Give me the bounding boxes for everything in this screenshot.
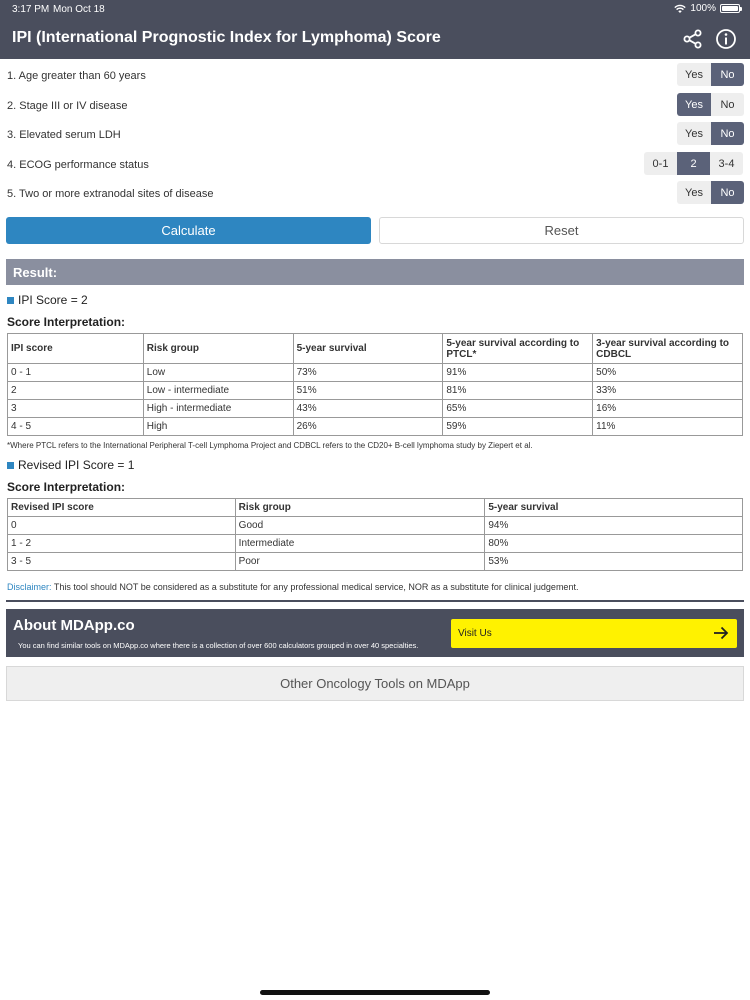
table-cell: 94% (485, 517, 743, 535)
stage-segmented-control (677, 93, 744, 116)
nav-bar (0, 18, 750, 59)
stage-yes-option[interactable]: Yes (677, 93, 711, 116)
table-header-cell: 3-year survival according to CDBCL (593, 334, 743, 364)
table-cell: 43% (293, 400, 443, 418)
share-icon[interactable] (682, 28, 704, 50)
arrow-right-icon (713, 626, 729, 640)
age-no-option[interactable]: No (711, 63, 744, 86)
disclaimer-text: This tool should NOT be considered as a substitute for any professional medical service, NOR as a substitute for clinical judgement. (53, 582, 579, 592)
about-subtext: You can find similar tools on MDApp.co where there is a collection of over 600 calculators grouped in over 40 specialties. (18, 641, 419, 650)
age-yes-option[interactable]: Yes (677, 63, 711, 86)
disclaimer (7, 582, 578, 592)
ecog-segmented-control (644, 152, 743, 175)
table-header-cell: 5-year survival according to PTCL* (443, 334, 593, 364)
question-stage (0, 92, 750, 121)
revised-ipi-score-line (7, 458, 134, 472)
ldh-yes-option[interactable]: Yes (677, 122, 711, 145)
score-interpretation-heading-2: Score Interpretation: (7, 480, 126, 494)
table-cell: 16% (593, 400, 743, 418)
table-cell: 0 - 1 (8, 364, 144, 382)
table-row (8, 517, 743, 535)
ipi-score: IPI Score = 2 (18, 293, 88, 307)
question-label: 4. ECOG performance status (7, 159, 149, 171)
reset-button[interactable]: Reset (379, 217, 744, 244)
question-label: 2. Stage III or IV disease (7, 100, 128, 112)
age-segmented-control (677, 63, 744, 86)
table-cell: 11% (593, 418, 743, 436)
ipi-score-line (7, 293, 88, 307)
battery-icon (720, 4, 740, 13)
ecog-2-option[interactable]: 2 (677, 152, 710, 175)
revised-ipi-table (7, 498, 743, 571)
ecog-3-4-option[interactable]: 3-4 (710, 152, 743, 175)
table-cell: 4 - 5 (8, 418, 144, 436)
table-cell: High - intermediate (143, 400, 293, 418)
question-ldh (0, 121, 750, 150)
extranodal-segmented-control (677, 181, 744, 204)
table-cell: High (143, 418, 293, 436)
table-cell: 51% (293, 382, 443, 400)
ipi-interpretation-table (7, 333, 743, 436)
table-cell: 3 - 5 (8, 553, 236, 571)
question-label: 3. Elevated serum LDH (7, 129, 121, 141)
question-extranodal (0, 180, 750, 209)
table-cell: Low - intermediate (143, 382, 293, 400)
table-header-cell: 5-year survival (485, 499, 743, 517)
table-cell: Good (235, 517, 485, 535)
about-banner (6, 609, 744, 657)
question-label: 5. Two or more extranodal sites of disease (7, 188, 214, 200)
table-cell: 50% (593, 364, 743, 382)
table-cell: 33% (593, 382, 743, 400)
table-cell: 1 - 2 (8, 535, 236, 553)
ecog-0-1-option[interactable]: 0-1 (644, 152, 677, 175)
bullet-square-icon (7, 297, 14, 304)
table-cell: 80% (485, 535, 743, 553)
table-cell: Intermediate (235, 535, 485, 553)
about-heading: About MDApp.co (13, 617, 135, 634)
home-indicator[interactable] (260, 990, 490, 995)
table-cell: 73% (293, 364, 443, 382)
table-header-cell: Risk group (235, 499, 485, 517)
question-label: 1. Age greater than 60 years (7, 70, 146, 82)
table-cell: 0 (8, 517, 236, 535)
divider (6, 600, 744, 602)
table-header-row (8, 499, 743, 517)
bullet-square-icon (7, 462, 14, 469)
table-row (8, 553, 743, 571)
page-title: IPI (International Prognostic Index for Lymphoma) Score (12, 29, 441, 46)
stage-no-option[interactable]: No (711, 93, 744, 116)
table-cell: 53% (485, 553, 743, 571)
table-cell: 2 (8, 382, 144, 400)
table-row (8, 382, 743, 400)
score-interpretation-heading: Score Interpretation: (7, 315, 126, 329)
other-oncology-tools-button[interactable]: Other Oncology Tools on MDApp (6, 666, 744, 701)
table-header-cell: 5-year survival (293, 334, 443, 364)
table-cell: 91% (443, 364, 593, 382)
table-cell: 3 (8, 400, 144, 418)
table-header-cell: IPI score (8, 334, 144, 364)
question-ecog (0, 151, 750, 180)
table-footnote: *Where PTCL refers to the International Peripheral T-cell Lymphoma Project and CDBCL refers to the CD20+ B-cell lymphoma study by Ziepert et al. (7, 441, 533, 450)
table-cell: Low (143, 364, 293, 382)
wifi-icon (674, 4, 686, 14)
table-cell: 65% (443, 400, 593, 418)
table-row (8, 535, 743, 553)
table-cell: Poor (235, 553, 485, 571)
table-header-cell: Revised IPI score (8, 499, 236, 517)
visit-us-label: Visit Us (458, 628, 492, 639)
table-row (8, 418, 743, 436)
disclaimer-link[interactable]: Disclaimer: (7, 582, 52, 592)
table-header-row (8, 334, 743, 364)
table-cell: 26% (293, 418, 443, 436)
info-icon[interactable] (714, 27, 738, 51)
table-header-cell: Risk group (143, 334, 293, 364)
extranodal-yes-option[interactable]: Yes (677, 181, 711, 204)
ldh-segmented-control (677, 122, 744, 145)
status-date: Mon Oct 18 (53, 4, 105, 15)
result-header: Result: (6, 259, 744, 285)
status-bar (0, 0, 750, 18)
visit-us-button[interactable] (451, 619, 737, 648)
extranodal-no-option[interactable]: No (711, 181, 744, 204)
revised-ipi-score: Revised IPI Score = 1 (18, 458, 135, 472)
question-age (0, 62, 750, 91)
ldh-no-option[interactable]: No (711, 122, 744, 145)
status-right (674, 3, 740, 14)
calculate-button[interactable]: Calculate (6, 217, 371, 244)
table-row (8, 364, 743, 382)
status-time: 3:17 PM (12, 4, 50, 15)
table-cell: 59% (443, 418, 593, 436)
table-cell: 81% (443, 382, 593, 400)
table-row (8, 400, 743, 418)
battery-percent: 100% (690, 3, 716, 14)
